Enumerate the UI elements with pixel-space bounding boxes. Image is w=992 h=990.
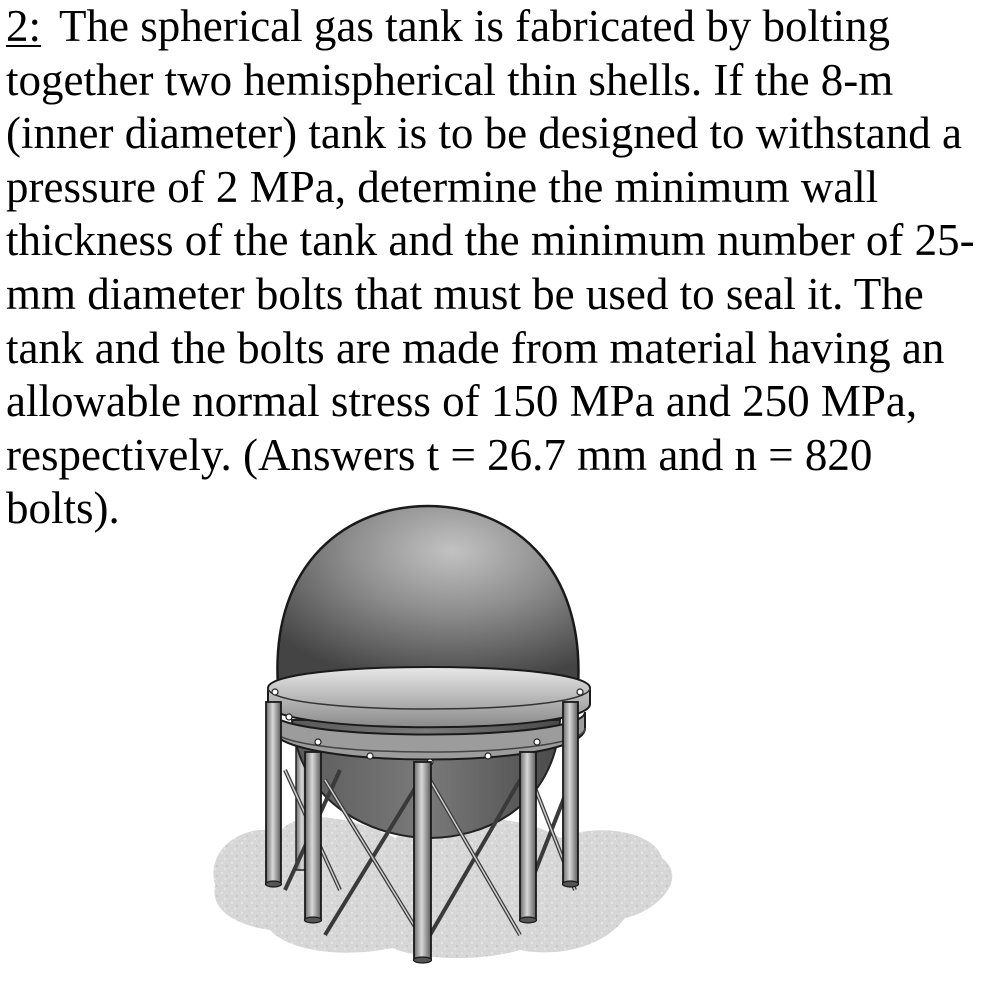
- problem-text: The spherical gas tank is fabricated by bolting together two hemispherical thin shells. If the 8-m (inner diameter) tank is to be designed to withstand a pressure of 2 MPa, determine the minimum wall thickness of the tank and the minimum number of 25-mm diameter bolts that must be used to seal it. The tank and the bolts are made from material having an allowable normal stress of 150 MPa and 250 MPa, respectively. (Answers t = 26.7 mm and n = 820 bolts).: [6, 1, 975, 534]
- ground-shadow: [213, 817, 672, 958]
- problem-number: 2:: [6, 1, 42, 51]
- problem-statement: [6, 0, 986, 536]
- bolted-flange: [268, 667, 590, 765]
- cross-bracing: [285, 770, 575, 935]
- back-legs: [296, 740, 534, 870]
- lower-hemisphere: [292, 720, 560, 838]
- front-legs: [266, 702, 578, 960]
